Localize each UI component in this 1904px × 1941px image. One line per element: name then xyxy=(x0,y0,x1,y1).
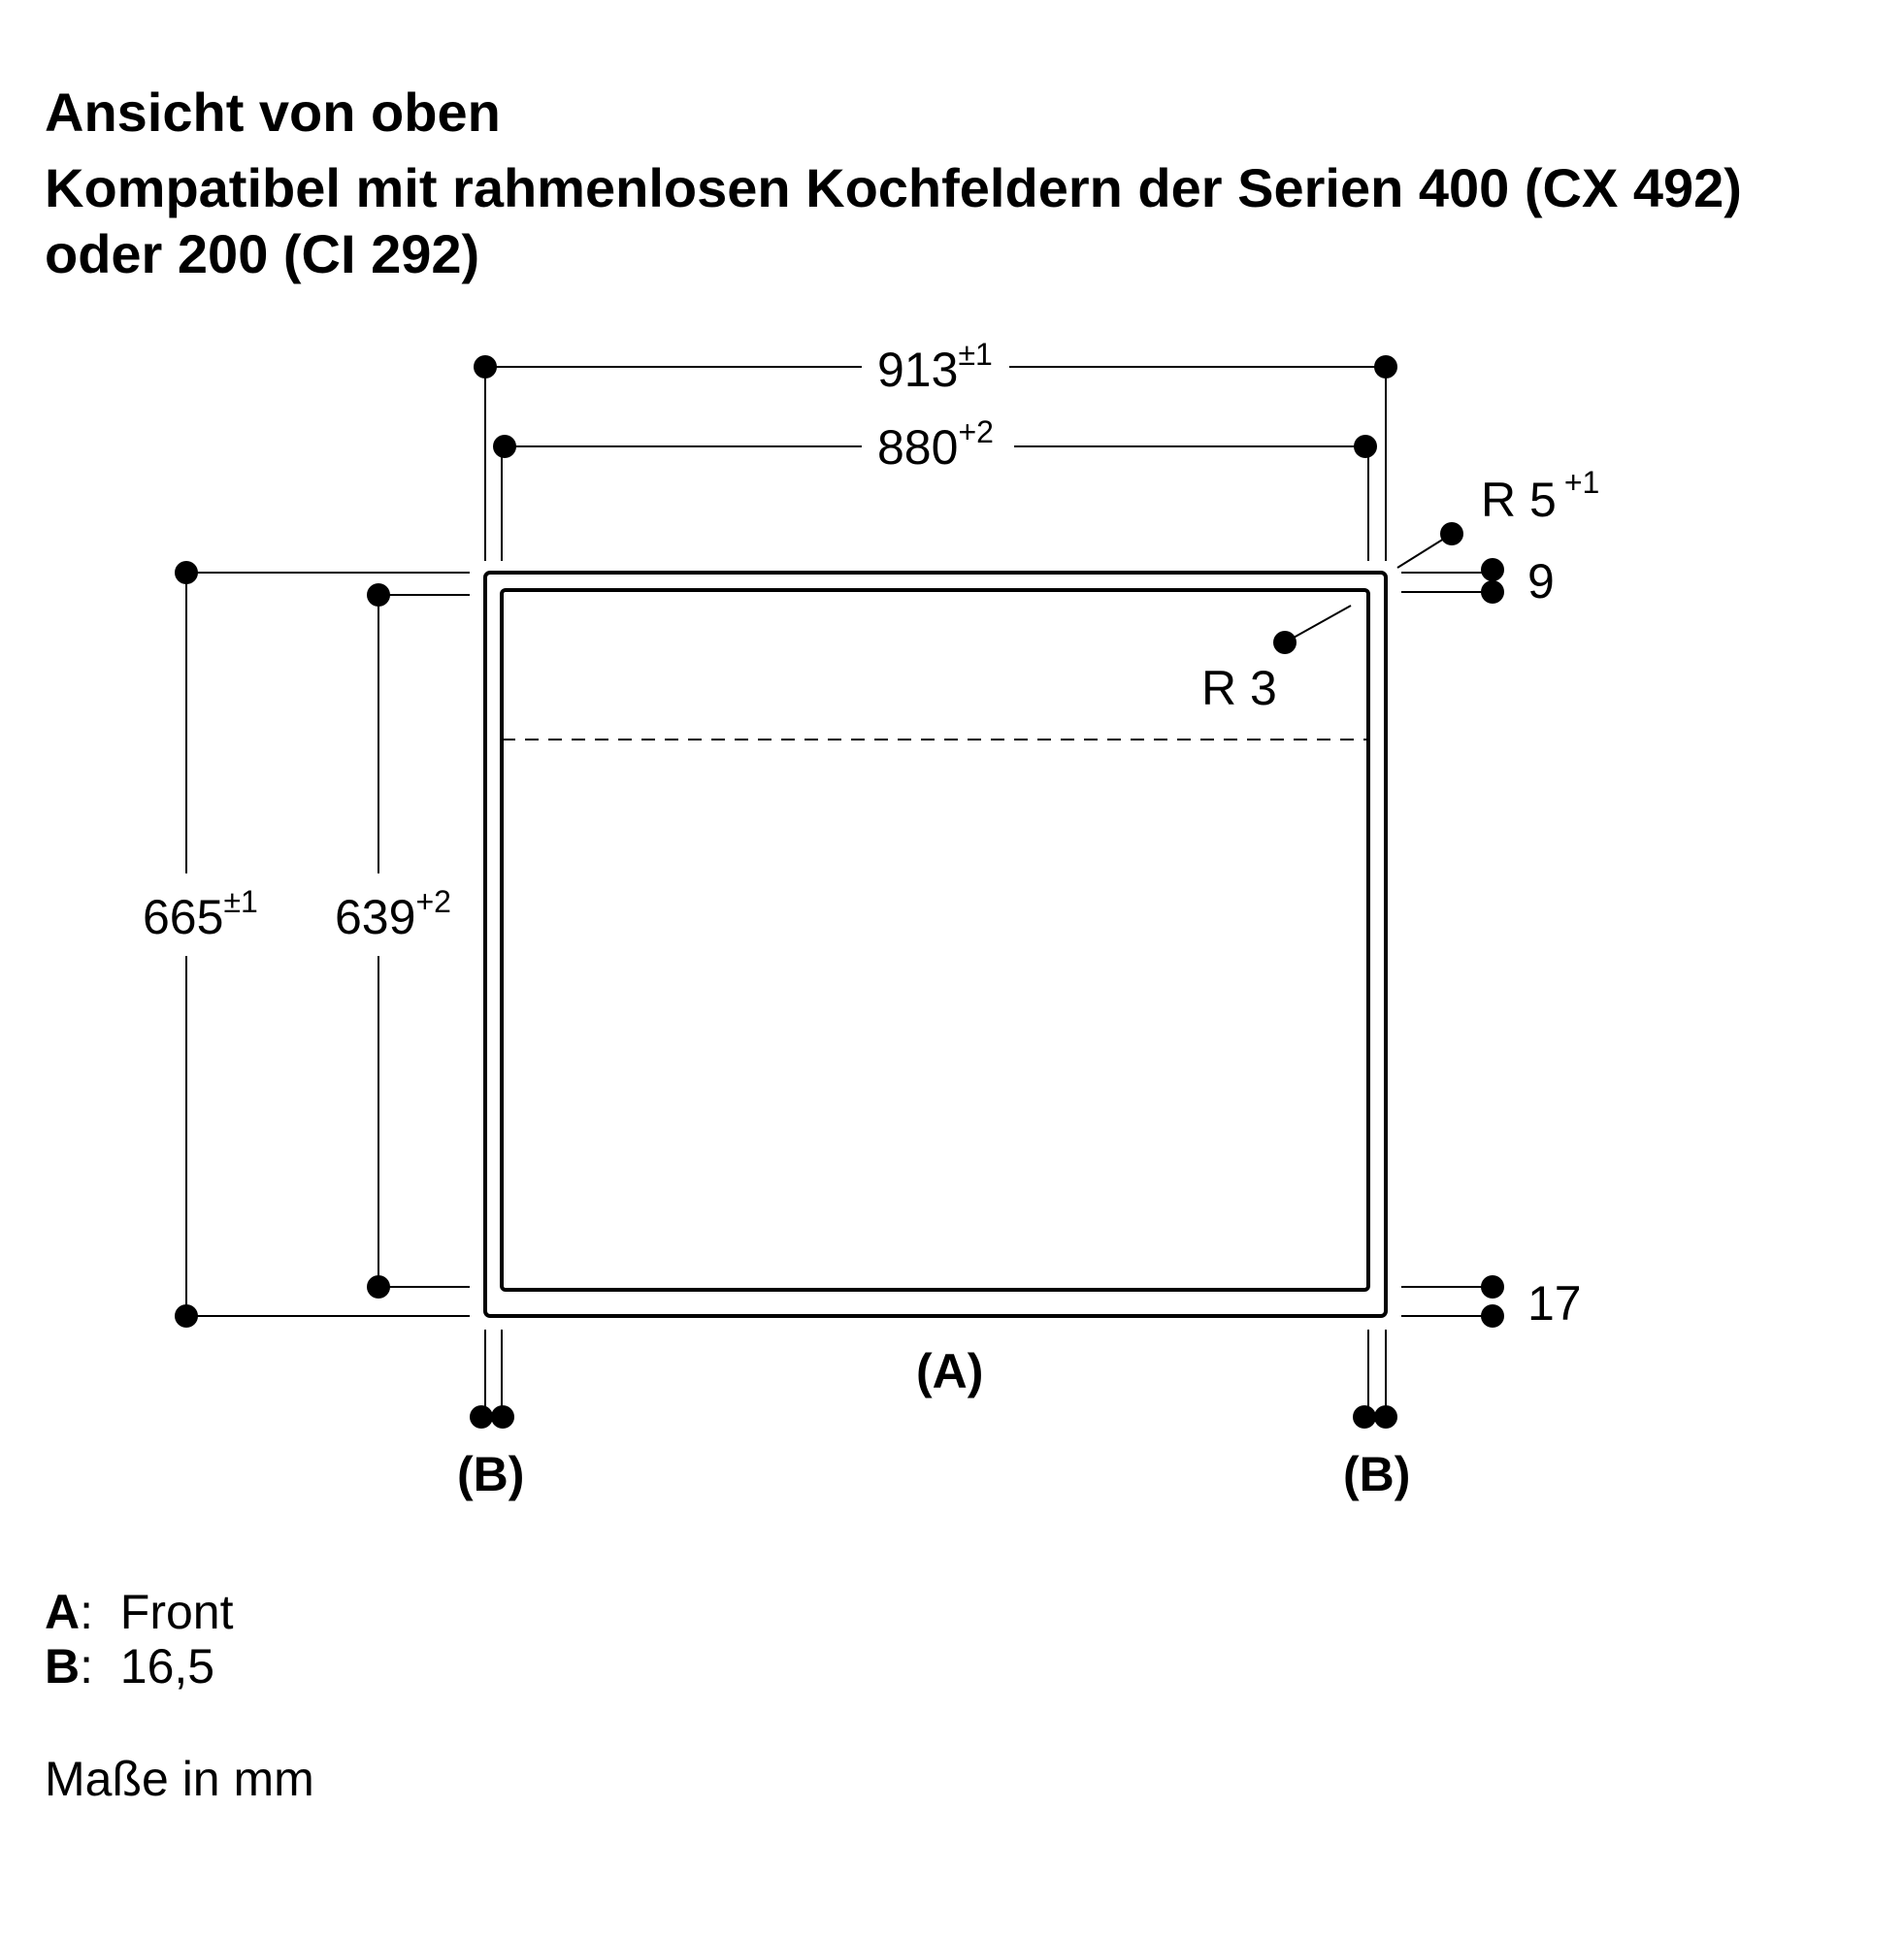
legend-b: B: 16,5 xyxy=(45,1639,215,1694)
legend-a-key: A xyxy=(45,1585,81,1639)
dimension-point xyxy=(1374,1405,1397,1429)
label-radius-3: R 3 xyxy=(1201,661,1277,715)
dimension-point xyxy=(1440,522,1463,545)
dimension-point xyxy=(470,1405,493,1429)
compatibility-line-2: oder 200 (CI 292) xyxy=(45,223,480,284)
offset-17-lines xyxy=(1401,1287,1493,1316)
dimension-point xyxy=(1353,1405,1376,1429)
side-gap-left xyxy=(485,1330,502,1417)
label-offset-9: 9 xyxy=(1527,554,1555,609)
dimension-665 xyxy=(186,573,470,1316)
dimension-point xyxy=(367,583,390,607)
dimension-point xyxy=(175,561,198,584)
compatibility-line-1: Kompatibel mit rahmenlosen Kochfeldern der Serien 400 (CX 492) xyxy=(45,157,1742,218)
label-front-a: (A) xyxy=(916,1344,984,1398)
label-radius-5: R 5 $^{+1}$ xyxy=(1481,465,1600,527)
page-title: Ansicht von oben xyxy=(45,82,501,143)
dimension-point xyxy=(1481,558,1504,581)
dimension-point xyxy=(1481,580,1504,604)
label-side-b-left: (B) xyxy=(457,1447,525,1501)
legend-a: A: Front xyxy=(45,1585,234,1639)
legend-b-text: 16,5 xyxy=(119,1639,215,1694)
label-913: $913^{\pm 1}$ xyxy=(877,337,993,397)
label-side-b-right: (B) xyxy=(1343,1447,1411,1501)
dimension-point xyxy=(175,1304,198,1328)
legend-a-text: Front xyxy=(119,1585,234,1639)
label-880: $880^{+2}$ xyxy=(877,414,994,475)
offset-9-lines xyxy=(1401,573,1493,592)
dimension-point xyxy=(367,1275,390,1299)
units-note: Maße in mm xyxy=(45,1752,314,1806)
label-639: $639^{+2}$ xyxy=(335,884,451,944)
dimension-point xyxy=(493,435,516,458)
side-gap-right xyxy=(1368,1330,1386,1417)
legend-b-key: B xyxy=(45,1639,81,1694)
dimension-point xyxy=(1481,1304,1504,1328)
dimension-point xyxy=(1273,631,1297,654)
label-offset-17: 17 xyxy=(1527,1276,1582,1331)
dimension-point xyxy=(1354,435,1377,458)
dimension-point xyxy=(474,355,497,378)
dimension-point xyxy=(1481,1275,1504,1299)
dimension-point xyxy=(1374,355,1397,378)
dimension-point xyxy=(491,1405,514,1429)
label-665: $665^{\pm 1}$ xyxy=(143,884,258,944)
